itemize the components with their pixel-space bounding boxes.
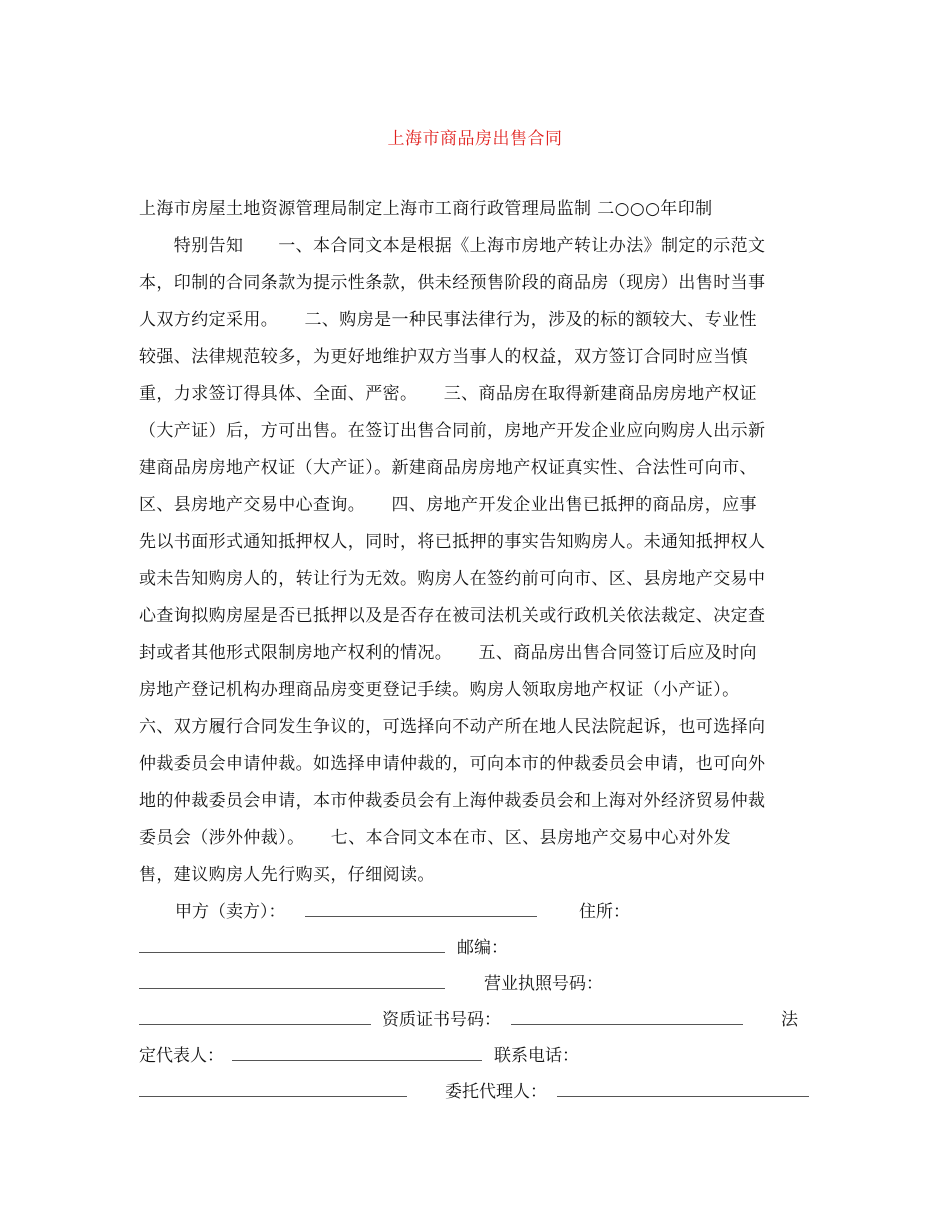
- agent-label: 委托代理人：: [445, 1082, 547, 1102]
- phone-label: 联系电话：: [494, 1046, 579, 1066]
- postcode-field[interactable]: [139, 972, 445, 989]
- body-line-1: 上海市房屋土地资源管理局制定上海市工商行政管理局监制 二○○○年印制: [139, 199, 713, 219]
- body-line-4: 人双方约定采用。 二、购房是一种民事法律行为，涉及的标的额较大、专业性: [139, 310, 757, 330]
- license-no-field[interactable]: [139, 1008, 371, 1025]
- postcode-label: 邮编：: [457, 938, 508, 958]
- body-line-3: 本，印制的合同条款为提示性条款，供未经预售阶段的商品房（现房）出售时当事: [139, 273, 766, 293]
- body-line-5: 较强、法律规范较多，为更好地维护双方当事人的权益，双方签订合同时应当慎: [139, 347, 748, 367]
- body-line-10: 先以书面形式通知抵押权人，同时，将已抵押的事实告知购房人。未通知抵押权人: [139, 532, 766, 552]
- body-line-19: 售，建议购房人先行购买，仔细阅读。: [139, 865, 435, 885]
- address-label: 住所：: [579, 902, 630, 922]
- form-row-party-a: [139, 898, 811, 934]
- license-no-label: 营业执照号码：: [484, 974, 603, 994]
- body-line-11: 或未告知购房人的，转让行为无效。购房人在签约前可向市、区、县房地产交易中: [139, 569, 766, 589]
- body-line-14: 房地产登记机构办理商品房变更登记手续。购房人领取房地产权证（小产证）。: [139, 680, 740, 700]
- legal-rep-field[interactable]: [232, 1044, 482, 1061]
- legal-rep-label-start: 法: [781, 1010, 798, 1030]
- form-row-agent: [139, 1078, 811, 1114]
- legal-rep-label-end: 定代表人：: [139, 1046, 224, 1066]
- body-line-12: 心查询拟购房屋是否已抵押以及是否存在被司法机关或行政机关依法裁定、决定查: [139, 606, 766, 626]
- party-a-field[interactable]: [305, 900, 537, 917]
- body-line-17: 地的仲裁委员会申请，本市仲裁委员会有上海仲裁委员会和上海对外经济贸易仲裁: [139, 791, 766, 811]
- body-line-7: （大产证）后，方可出售。在签订出售合同前，房地产开发企业应向购房人出示新: [139, 421, 766, 441]
- body-line-18: 委员会（涉外仲裁）。 七、本合同文本在市、区、县房地产交易中心对外发: [139, 828, 731, 848]
- qualification-no-label: 资质证书号码：: [382, 1010, 501, 1030]
- body-line-9: 区、县房地产交易中心查询。 四、房地产开发企业出售已抵押的商品房，应事: [139, 495, 757, 515]
- qualification-no-field[interactable]: [511, 1008, 743, 1025]
- body-line-13: 封或者其他形式限制房地产权利的情况。 五、商品房出售合同签订后应及时向: [139, 643, 757, 663]
- form-row-license: [139, 970, 811, 1006]
- form-row-legal-rep: [139, 1042, 811, 1078]
- body-line-8: 建商品房房地产权证（大产证）。新建商品房房地产权证真实性、合法性可向市、: [139, 458, 757, 478]
- form-row-postcode: [139, 934, 811, 970]
- agent-field[interactable]: [557, 1080, 809, 1097]
- body-line-16: 仲裁委员会申请仲裁。如选择申请仲裁的，可向本市的仲裁委员会申请，也可向外: [139, 754, 766, 774]
- document-body: [139, 195, 811, 1114]
- body-line-6: 重，力求签订得具体、全面、严密。 三、商品房在取得新建商品房房地产权证: [139, 384, 757, 404]
- party-a-label: 甲方（卖方）：: [175, 902, 286, 922]
- address-field[interactable]: [139, 936, 445, 953]
- document-title: 上海市商品房出售合同: [387, 129, 563, 149]
- phone-field[interactable]: [139, 1080, 407, 1097]
- body-line-2: 特别告知 一、本合同文本是根据《上海市房地产转让办法》制定的示范文: [139, 236, 766, 256]
- body-line-15: 六、双方履行合同发生争议的，可选择向不动产所在地人民法院起诉，也可选择向: [139, 717, 766, 737]
- form-row-qualification: [139, 1006, 811, 1042]
